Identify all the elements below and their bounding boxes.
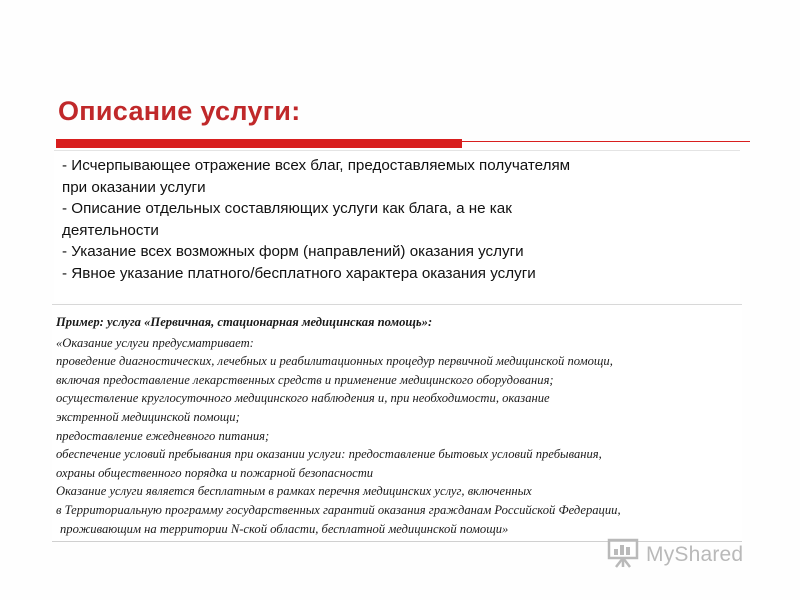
bullet-line: - Исчерпывающее отражение всех благ, предоставляемых получателям — [62, 157, 571, 174]
example-line: обеспечение условий пребывания при оказании услуги: предоставление бытовых условий пребывания, — [56, 447, 602, 462]
example-line: проведение диагностических, лечебных и реабилитационных процедур первичной медицинской помощи, — [56, 354, 613, 369]
watermark-text: MyShared — [646, 543, 744, 566]
presentation-board-icon — [606, 537, 640, 574]
title-underline-thick — [56, 139, 462, 148]
example-line: охраны общественного порядка и пожарной безопасности — [56, 465, 374, 480]
bullet-line: - Указание всех возможных форм (направлений) оказания услуги — [62, 243, 524, 260]
example-line: предоставление ежедневного питания; — [56, 428, 270, 443]
bullet-line: при оказании услуги — [62, 178, 206, 196]
example-line: Оказание услуги является бесплатным в рамках перечня медицинских услуг, включенных — [56, 484, 532, 499]
slide-title: Описание услуги: — [58, 96, 301, 126]
bullet-list — [54, 150, 740, 302]
example-line: включая предоставление лекарственных средств и применение медицинского оборудования; — [56, 372, 554, 387]
bullet-line: - Описание отдельных составляющих услуги как блага, а не как — [62, 200, 512, 217]
example-heading: Пример: услуга «Первичная, стационарная медицинская помощь»: — [56, 315, 433, 329]
bullet-line: деятельности — [62, 221, 159, 239]
watermark — [606, 538, 766, 572]
example-line: проживающим на территории N-ской области, бесплатной медицинской помощи» — [60, 521, 509, 536]
example-line: в Территориальную программу государственных гарантий оказания гражданам Российской Федерации, — [56, 502, 621, 517]
bullet-line: - Явное указание платного/бесплатного характера оказания услуги — [62, 264, 536, 282]
example-box — [52, 304, 742, 542]
example-line: осуществление круглосуточного медицинского наблюдения и, при необходимости, оказание — [56, 391, 550, 406]
title-underline-thin — [462, 141, 750, 142]
example-line: экстренной медицинской помощи; — [56, 409, 240, 424]
example-line: «Оказание услуги предусматривает: — [56, 335, 254, 350]
